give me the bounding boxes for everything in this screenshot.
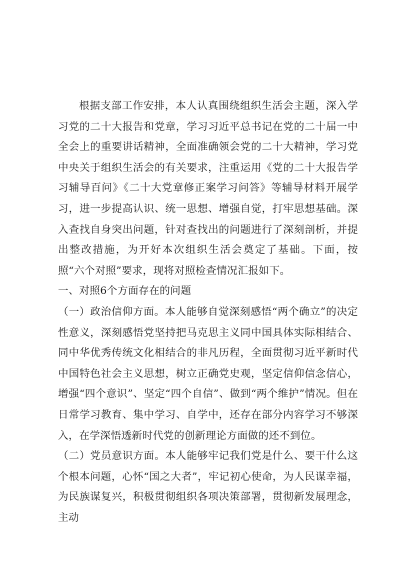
section-heading: 一、对照6个方面存在的问题 [58, 285, 192, 298]
item-political-belief: （一）政治信仰方面。本人能够自觉深刻感悟“两个确立”的决定性意义，深刻感悟党坚持把马克思主义同中国具体实际相结合、同中华优秀传统文化相结合的非凡历程，全面贯彻习近平新时代中国特色社会主义思想，树立正确党史观，坚定信仰信念信心，增强“四个意识”、坚定“四个自信”、做到“两个维护”情况。但在日常学习教育、集中学习、自学中，还存在部分内容学习不够深入，在学深悟透新时代党的创新理论方面做的还不到位。 [58, 305, 358, 442]
intro-paragraph: 根据支部工作安排，本人认真围绕组织生活会主题，深入学习党的二十大报告和党章，学习习近平总书记在党的二十届一中全会上的重要讲话精神，全面准确领会党的二十大精神，学习党中央关于组织生活会的有关要求，注重运用《党的二十大报告学习辅导百问》《二十大党章修正案学习问答》等辅导材料开展学习，进一步提高认识、统一思想、增强自觉，打牢思想基础。深入查找自身突出问题，针对查找出的问题进行了深刻剖析，并提出整改措施，为开好本次组织生活会奠定了基础。下面，按照“六个对照”要求，现将对照检查情况汇报如下。 [58, 100, 358, 277]
item-party-awareness: （二）党员意识方面。本人能够牢记我们党是什么、要干什么这个根本问题，心怀“国之大者”，牢记初心使命，为人民谋幸福，为民族谋复兴，积极贯彻组织各项决策部署，贯彻新发展理念，主动 [58, 450, 358, 524]
